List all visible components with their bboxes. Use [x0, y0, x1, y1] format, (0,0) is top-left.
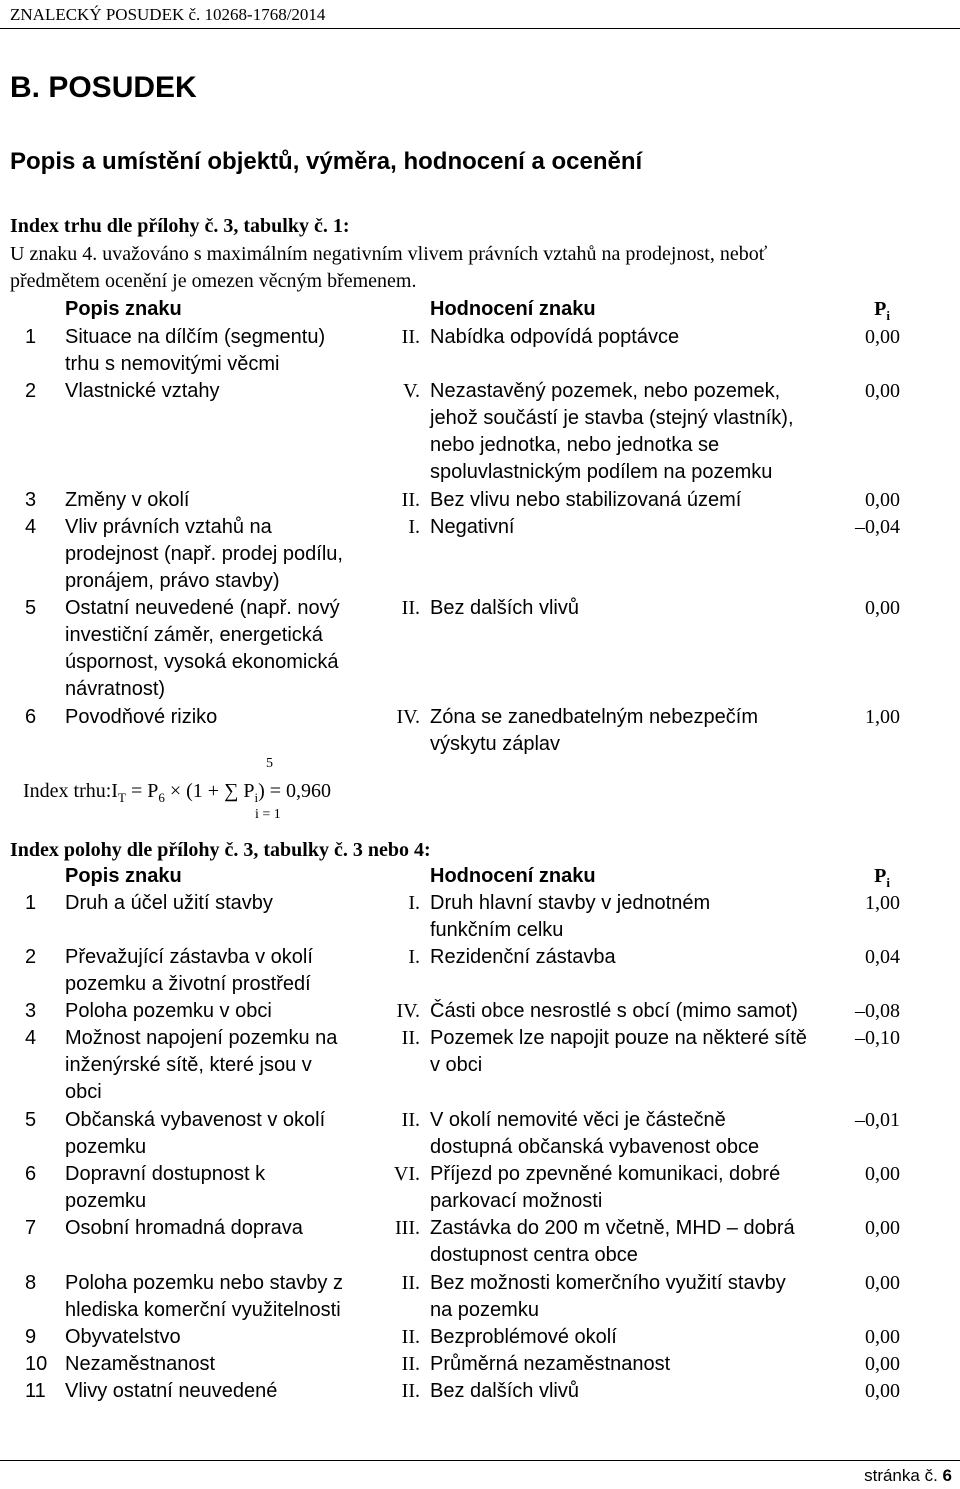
row-evaluation: V okolí nemovité věci je částečně — [430, 1109, 726, 1131]
row-grade: III. — [395, 1217, 420, 1239]
row-value: 0,00 — [865, 1326, 900, 1348]
section-title: B. POSUDEK — [10, 71, 197, 104]
row-grade: IV. — [396, 706, 420, 728]
row-evaluation: Zastávka do 200 m včetně, MHD – dobrá — [430, 1217, 795, 1239]
row-number: 5 — [25, 597, 37, 619]
row-value: 0,00 — [865, 380, 900, 402]
row-evaluation: Nabídka odpovídá poptávce — [430, 326, 680, 348]
row-description: Změny v okolí — [65, 489, 190, 511]
row-description: Poloha pozemku nebo stavby z — [65, 1272, 343, 1294]
row-description: pozemku a životní prostředí — [65, 973, 311, 995]
row-evaluation: Části obce nesrostlé s obcí (mimo samot) — [430, 1000, 798, 1022]
row-grade: I. — [408, 516, 420, 538]
row-number: 4 — [25, 1027, 37, 1049]
row-description: Možnost napojení pozemku na — [65, 1027, 338, 1049]
row-evaluation: Bez vlivu nebo stabilizovaná území — [430, 489, 742, 511]
row-grade: IV. — [396, 1000, 420, 1022]
row-description: Občanská vybavenost v okolí — [65, 1109, 326, 1131]
row-evaluation: Bez možnosti komerčního využití stavby — [430, 1272, 786, 1294]
row-evaluation: Zóna se zanedbatelným nebezpečím — [430, 706, 758, 728]
row-description: prodejnost (např. prodej podílu, — [65, 543, 343, 565]
page-number: stránka č. 6 — [864, 1466, 952, 1485]
row-grade: II. — [401, 1326, 420, 1348]
location-col-pi: $P_i$ — [874, 865, 890, 890]
row-description: Druh a účel užití stavby — [65, 892, 273, 914]
row-description: hlediska komerční využitelnosti — [65, 1299, 341, 1321]
row-evaluation: Bez dalších vlivů — [430, 597, 579, 619]
row-description: Poloha pozemku v obci — [65, 1000, 272, 1022]
row-description: Obyvatelstvo — [65, 1326, 181, 1348]
row-description: Nezaměstnanost — [65, 1353, 216, 1375]
row-description: Situace na dílčím (segmentu) — [65, 326, 326, 348]
row-value: 1,00 — [865, 706, 900, 728]
row-value: –0,08 — [855, 1000, 900, 1022]
market-note-line1: U znaku 4. uvažováno s maximálním negativním vlivem právních vztahů na prodejnost, neboť — [10, 243, 768, 265]
row-value: 0,04 — [865, 946, 900, 968]
row-evaluation: Nezastavěný pozemek, nebo pozemek, — [430, 380, 781, 402]
formula-upper-limit: 5 — [266, 756, 273, 771]
row-grade: V. — [403, 380, 420, 402]
location-col-desc: Popis znaku — [65, 865, 182, 887]
row-evaluation: na pozemku — [430, 1299, 539, 1321]
row-grade: I. — [408, 892, 420, 914]
row-number: 4 — [25, 516, 37, 538]
row-evaluation: dostupná občanská vybavenost obce — [430, 1136, 760, 1158]
row-value: 0,00 — [865, 1353, 900, 1375]
row-evaluation: parkovací možnosti — [430, 1190, 603, 1212]
row-description: úspornost, vysoká ekonomická — [65, 651, 339, 673]
row-description: pronájem, právo stavby) — [65, 570, 280, 592]
row-description: pozemku — [65, 1136, 147, 1158]
row-value: 0,00 — [865, 326, 900, 348]
section-subtitle: Popis a umístění objektů, výměra, hodnocení a ocenění — [10, 148, 643, 175]
row-evaluation: dostupnost centra obce — [430, 1244, 638, 1266]
row-description: obci — [65, 1081, 102, 1103]
row-value: 0,00 — [865, 489, 900, 511]
row-number: 10 — [25, 1353, 48, 1375]
formula-lower-limit: i = 1 — [255, 807, 281, 822]
row-number: 2 — [25, 380, 37, 402]
header-rule — [0, 28, 960, 29]
row-description: pozemku — [65, 1190, 147, 1212]
row-number: 9 — [25, 1326, 37, 1348]
row-grade: II. — [401, 326, 420, 348]
row-evaluation: Bez dalších vlivů — [430, 1380, 579, 1402]
row-grade: II. — [401, 597, 420, 619]
row-description: Ostatní neuvedené (např. nový — [65, 597, 340, 619]
row-number: 2 — [25, 946, 37, 968]
market-col-desc: Popis znaku — [65, 298, 182, 320]
footer-rule — [0, 1460, 960, 1461]
row-description: trhu s nemovitými věcmi — [65, 353, 280, 375]
row-grade: II. — [401, 1380, 420, 1402]
row-number: 8 — [25, 1272, 37, 1294]
row-description: inženýrské sítě, které jsou v — [65, 1054, 312, 1076]
location-heading: Index polohy dle přílohy č. 3, tabulky č. 3 nebo 4: — [10, 839, 431, 861]
row-value: 0,00 — [865, 1380, 900, 1402]
row-number: 6 — [25, 706, 37, 728]
row-value: 0,00 — [865, 1272, 900, 1294]
row-evaluation: v obci — [430, 1054, 483, 1076]
row-grade: VI. — [393, 1163, 420, 1185]
row-description: Dopravní dostupnost k — [65, 1163, 266, 1185]
row-grade: II. — [401, 489, 420, 511]
row-value: 1,00 — [865, 892, 900, 914]
row-evaluation: spoluvlastnickým podílem na pozemku — [430, 461, 773, 483]
row-evaluation: Bezproblémové okolí — [430, 1326, 617, 1348]
row-evaluation: nebo jednotka, nebo jednotka se — [430, 434, 720, 456]
row-value: 0,00 — [865, 597, 900, 619]
row-description: Osobní hromadná doprava — [65, 1217, 303, 1239]
row-evaluation: Průměrná nezaměstnanost — [430, 1353, 671, 1375]
row-value: –0,10 — [855, 1027, 900, 1049]
location-col-eval: Hodnocení znaku — [430, 865, 596, 887]
row-value: 0,00 — [865, 1217, 900, 1239]
row-description: Vliv právních vztahů na — [65, 516, 272, 538]
row-evaluation: Pozemek lze napojit pouze na některé sítě — [430, 1027, 807, 1049]
row-evaluation: Rezidenční zástavba — [430, 946, 616, 968]
row-description: Povodňové riziko — [65, 706, 218, 728]
row-description: Vlivy ostatní neuvedené — [65, 1380, 278, 1402]
row-value: 0,00 — [865, 1163, 900, 1185]
row-evaluation: Negativní — [430, 516, 515, 538]
row-number: 11 — [25, 1380, 46, 1402]
row-grade: II. — [401, 1027, 420, 1049]
row-evaluation: Příjezd po zpevněné komunikaci, dobré — [430, 1163, 781, 1185]
market-note-line2: předmětem ocenění je omezen věcným břemenem. — [10, 270, 417, 292]
row-evaluation: funkčním celku — [430, 919, 564, 941]
market-col-eval: Hodnocení znaku — [430, 298, 596, 320]
market-col-pi: $P_i$ — [874, 298, 890, 323]
row-description: investiční záměr, energetická — [65, 624, 323, 646]
row-grade: II. — [401, 1109, 420, 1131]
row-value: –0,01 — [855, 1109, 900, 1131]
row-number: 6 — [25, 1163, 37, 1185]
row-evaluation: výskytu záplav — [430, 733, 561, 755]
row-number: 3 — [25, 489, 37, 511]
row-number: 5 — [25, 1109, 37, 1131]
row-evaluation: Druh hlavní stavby v jednotném — [430, 892, 711, 914]
row-number: 1 — [25, 892, 37, 914]
row-description: Převažující zástavba v okolí — [65, 946, 313, 968]
market-index-formula: Index $trhu:I_T = P_6 \times (1$ + ∑ $P_i) = 0,960$ — [23, 780, 332, 805]
row-grade: I. — [408, 946, 420, 968]
row-grade: II. — [401, 1353, 420, 1375]
row-value: –0,04 — [855, 516, 900, 538]
row-description: Vlastnické vztahy — [65, 380, 220, 402]
row-number: 3 — [25, 1000, 37, 1022]
row-number: 1 — [25, 326, 37, 348]
market-heading: Index trhu dle přílohy č. 3, tabulky č. 1: — [10, 215, 350, 237]
row-number: 7 — [25, 1217, 37, 1239]
row-evaluation: jehož součástí je stavba (stejný vlastník), — [430, 407, 794, 429]
document-header: ZNALECKÝ POSUDEK č. 10268-1768/2014 — [10, 5, 326, 24]
row-description: návratnost) — [65, 678, 166, 700]
row-grade: II. — [401, 1272, 420, 1294]
